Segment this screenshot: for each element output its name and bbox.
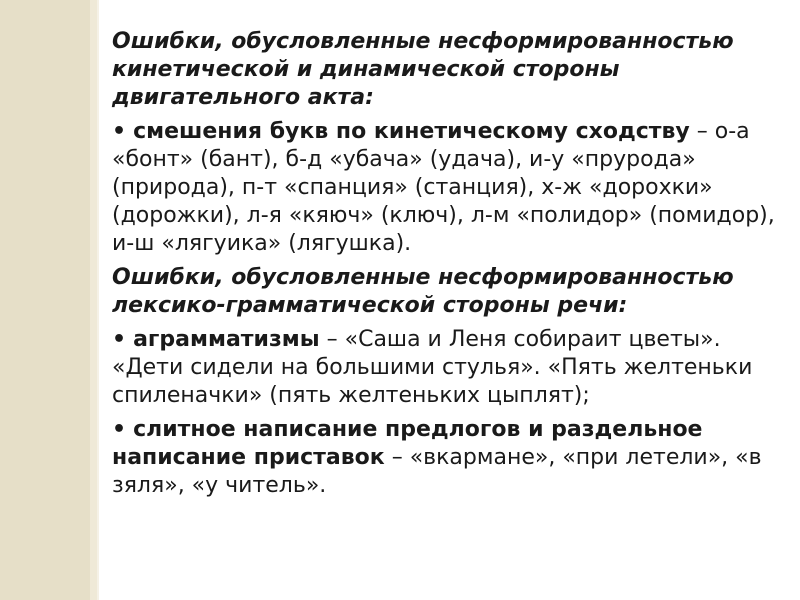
- slide-content: [112, 28, 782, 506]
- item-text: – «Саша и Леня собираит цветы». «Дети сидели на большими стулья». «Пять желтеньки спиленачки» (пять желтеньких цыплят);: [112, 327, 753, 408]
- decorative-band-stripe: [90, 0, 97, 600]
- list-item-agrammatism: [112, 326, 782, 410]
- item-text: – «вкармане», «при летели», «в зяля», «у читель».: [112, 445, 762, 498]
- list-item-kinetic-confusions: [112, 118, 782, 258]
- section-heading-lexical: Ошибки, обусловленные несформированностью лексико-грамматической стороны речи:: [112, 265, 734, 318]
- decorative-band-edge: [97, 0, 99, 600]
- item-text: – о-а «бонт» (бант), б-д «убача» (удача), и-у «прурода» (природа), п-т «спанция» (станция), х-ж «дорохки» (дорожки), л-я «кяюч» (ключ), л-м «полидор» (помидор), и-ш «лягуика» (лягушка).: [112, 119, 775, 256]
- item-term: слитное написание предлогов и раздельное написание приставок: [112, 417, 703, 470]
- item-term: аграмматизмы: [133, 327, 320, 352]
- bullet: •: [112, 327, 127, 352]
- list-item-prepositions: [112, 416, 782, 500]
- item-term: смешения букв по кинетическому сходству: [133, 119, 690, 144]
- section-heading-kinetic: Ошибки, обусловленные несформированностью кинетической и динамической стороны двигательного акта:: [112, 29, 734, 110]
- bullet: •: [112, 119, 127, 144]
- decorative-left-band: [0, 0, 90, 600]
- bullet: •: [112, 417, 127, 442]
